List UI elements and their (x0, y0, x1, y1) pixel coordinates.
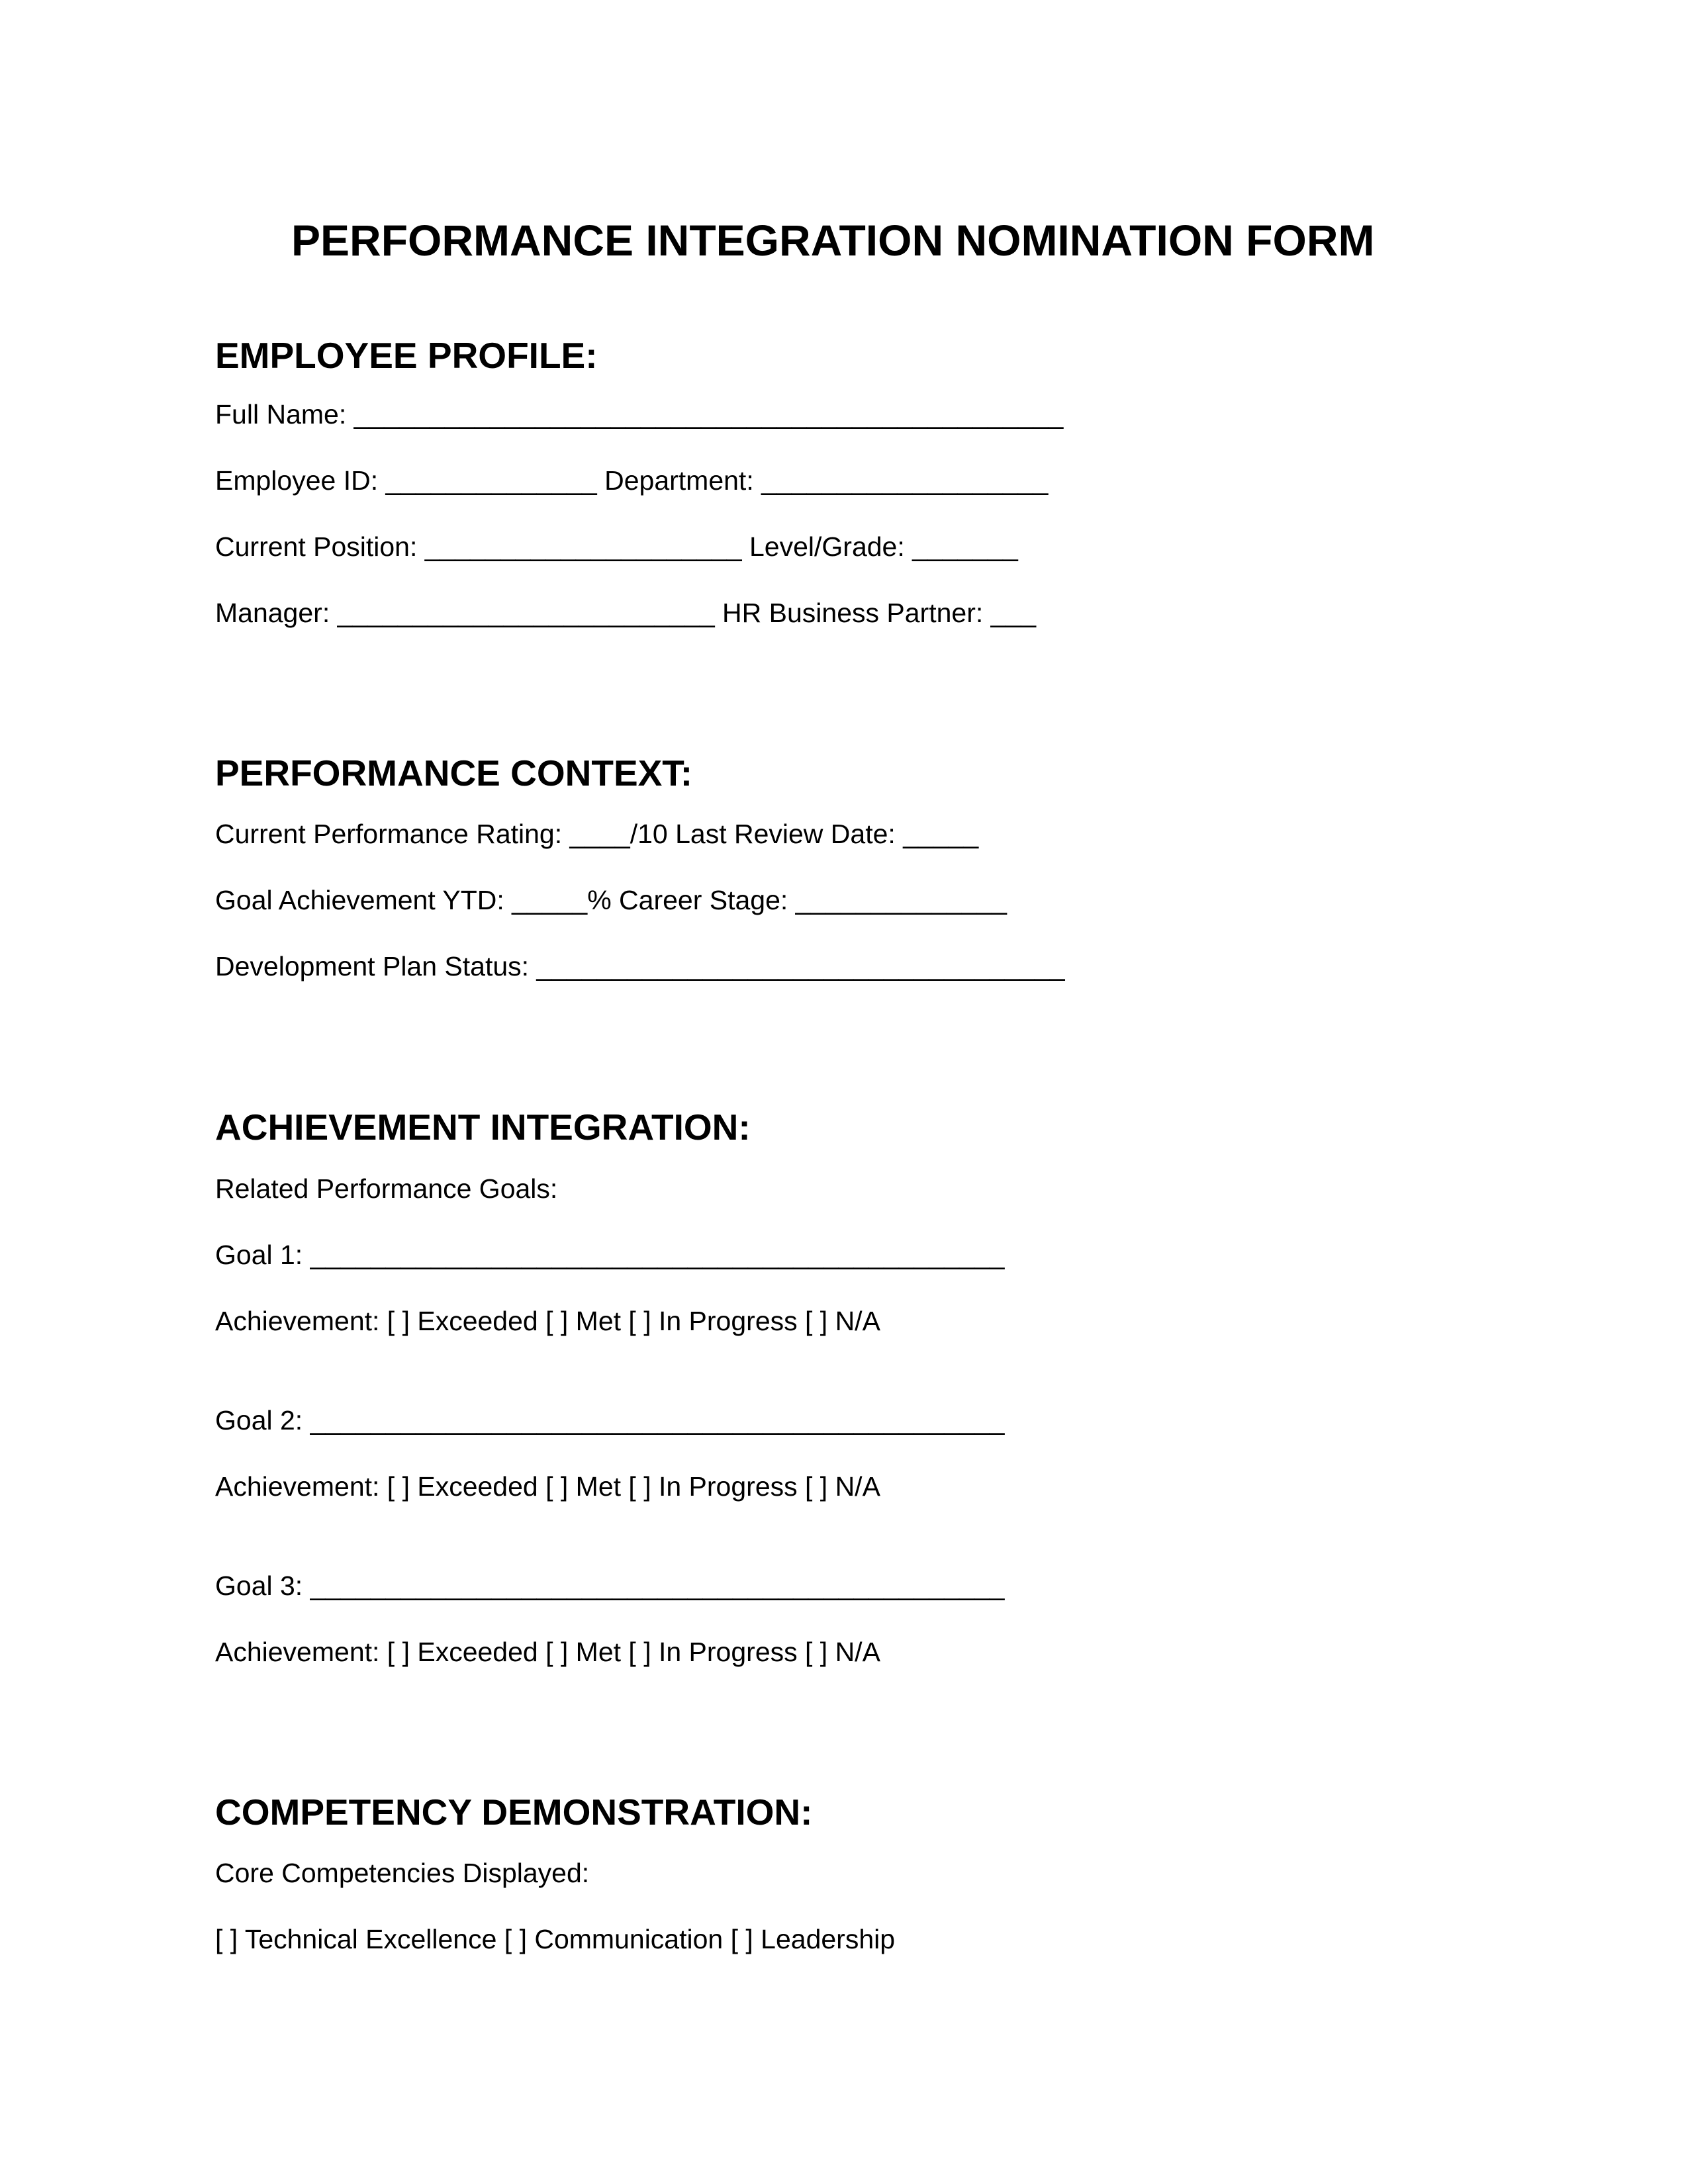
goal-3-achievement-options[interactable]: Achievement: [ ] Exceeded [ ] Met [ ] In Progress [ ] N/A (215, 1637, 880, 1667)
goal-1-achievement-options[interactable]: Achievement: [ ] Exceeded [ ] Met [ ] In Progress [ ] N/A (215, 1306, 880, 1336)
rating-review-field[interactable]: Current Performance Rating: ____/10 Last Review Date: _____ (215, 819, 979, 849)
achievement-integration-heading: ACHIEVEMENT INTEGRATION: (215, 1107, 751, 1148)
competency-options[interactable]: [ ] Technical Excellence [ ] Communication [ ] Leadership (215, 1924, 896, 1954)
manager-hr-field[interactable]: Manager: _________________________ HR Business Partner: ___ (215, 598, 1037, 628)
performance-context-heading: PERFORMANCE CONTEXT: (215, 752, 693, 794)
core-competencies-label: Core Competencies Displayed: (215, 1858, 590, 1888)
employee-profile-heading: EMPLOYEE PROFILE: (215, 335, 598, 376)
goal-2-achievement-options[interactable]: Achievement: [ ] Exceeded [ ] Met [ ] In Progress [ ] N/A (215, 1471, 880, 1502)
form-title: PERFORMANCE INTEGRATION NOMINATION FORM (291, 216, 1375, 265)
goal-3-field[interactable]: Goal 3: ______________________________________________ (215, 1570, 1005, 1601)
goal-career-field[interactable]: Goal Achievement YTD: _____% Career Stage: ______________ (215, 885, 1007, 915)
full-name-field[interactable]: Full Name: _______________________________________________ (215, 399, 1064, 430)
goal-2-field[interactable]: Goal 2: ______________________________________________ (215, 1405, 1005, 1435)
position-level-field[interactable]: Current Position: _____________________ Level/Grade: _______ (215, 531, 1018, 562)
goal-1-field[interactable]: Goal 1: ______________________________________________ (215, 1240, 1005, 1270)
development-plan-field[interactable]: Development Plan Status: ___________________________________ (215, 951, 1065, 981)
competency-demonstration-heading: COMPETENCY DEMONSTRATION: (215, 1792, 813, 1833)
related-goals-label: Related Performance Goals: (215, 1173, 558, 1204)
employee-id-department-field[interactable]: Employee ID: ______________ Department: ___________________ (215, 465, 1049, 496)
